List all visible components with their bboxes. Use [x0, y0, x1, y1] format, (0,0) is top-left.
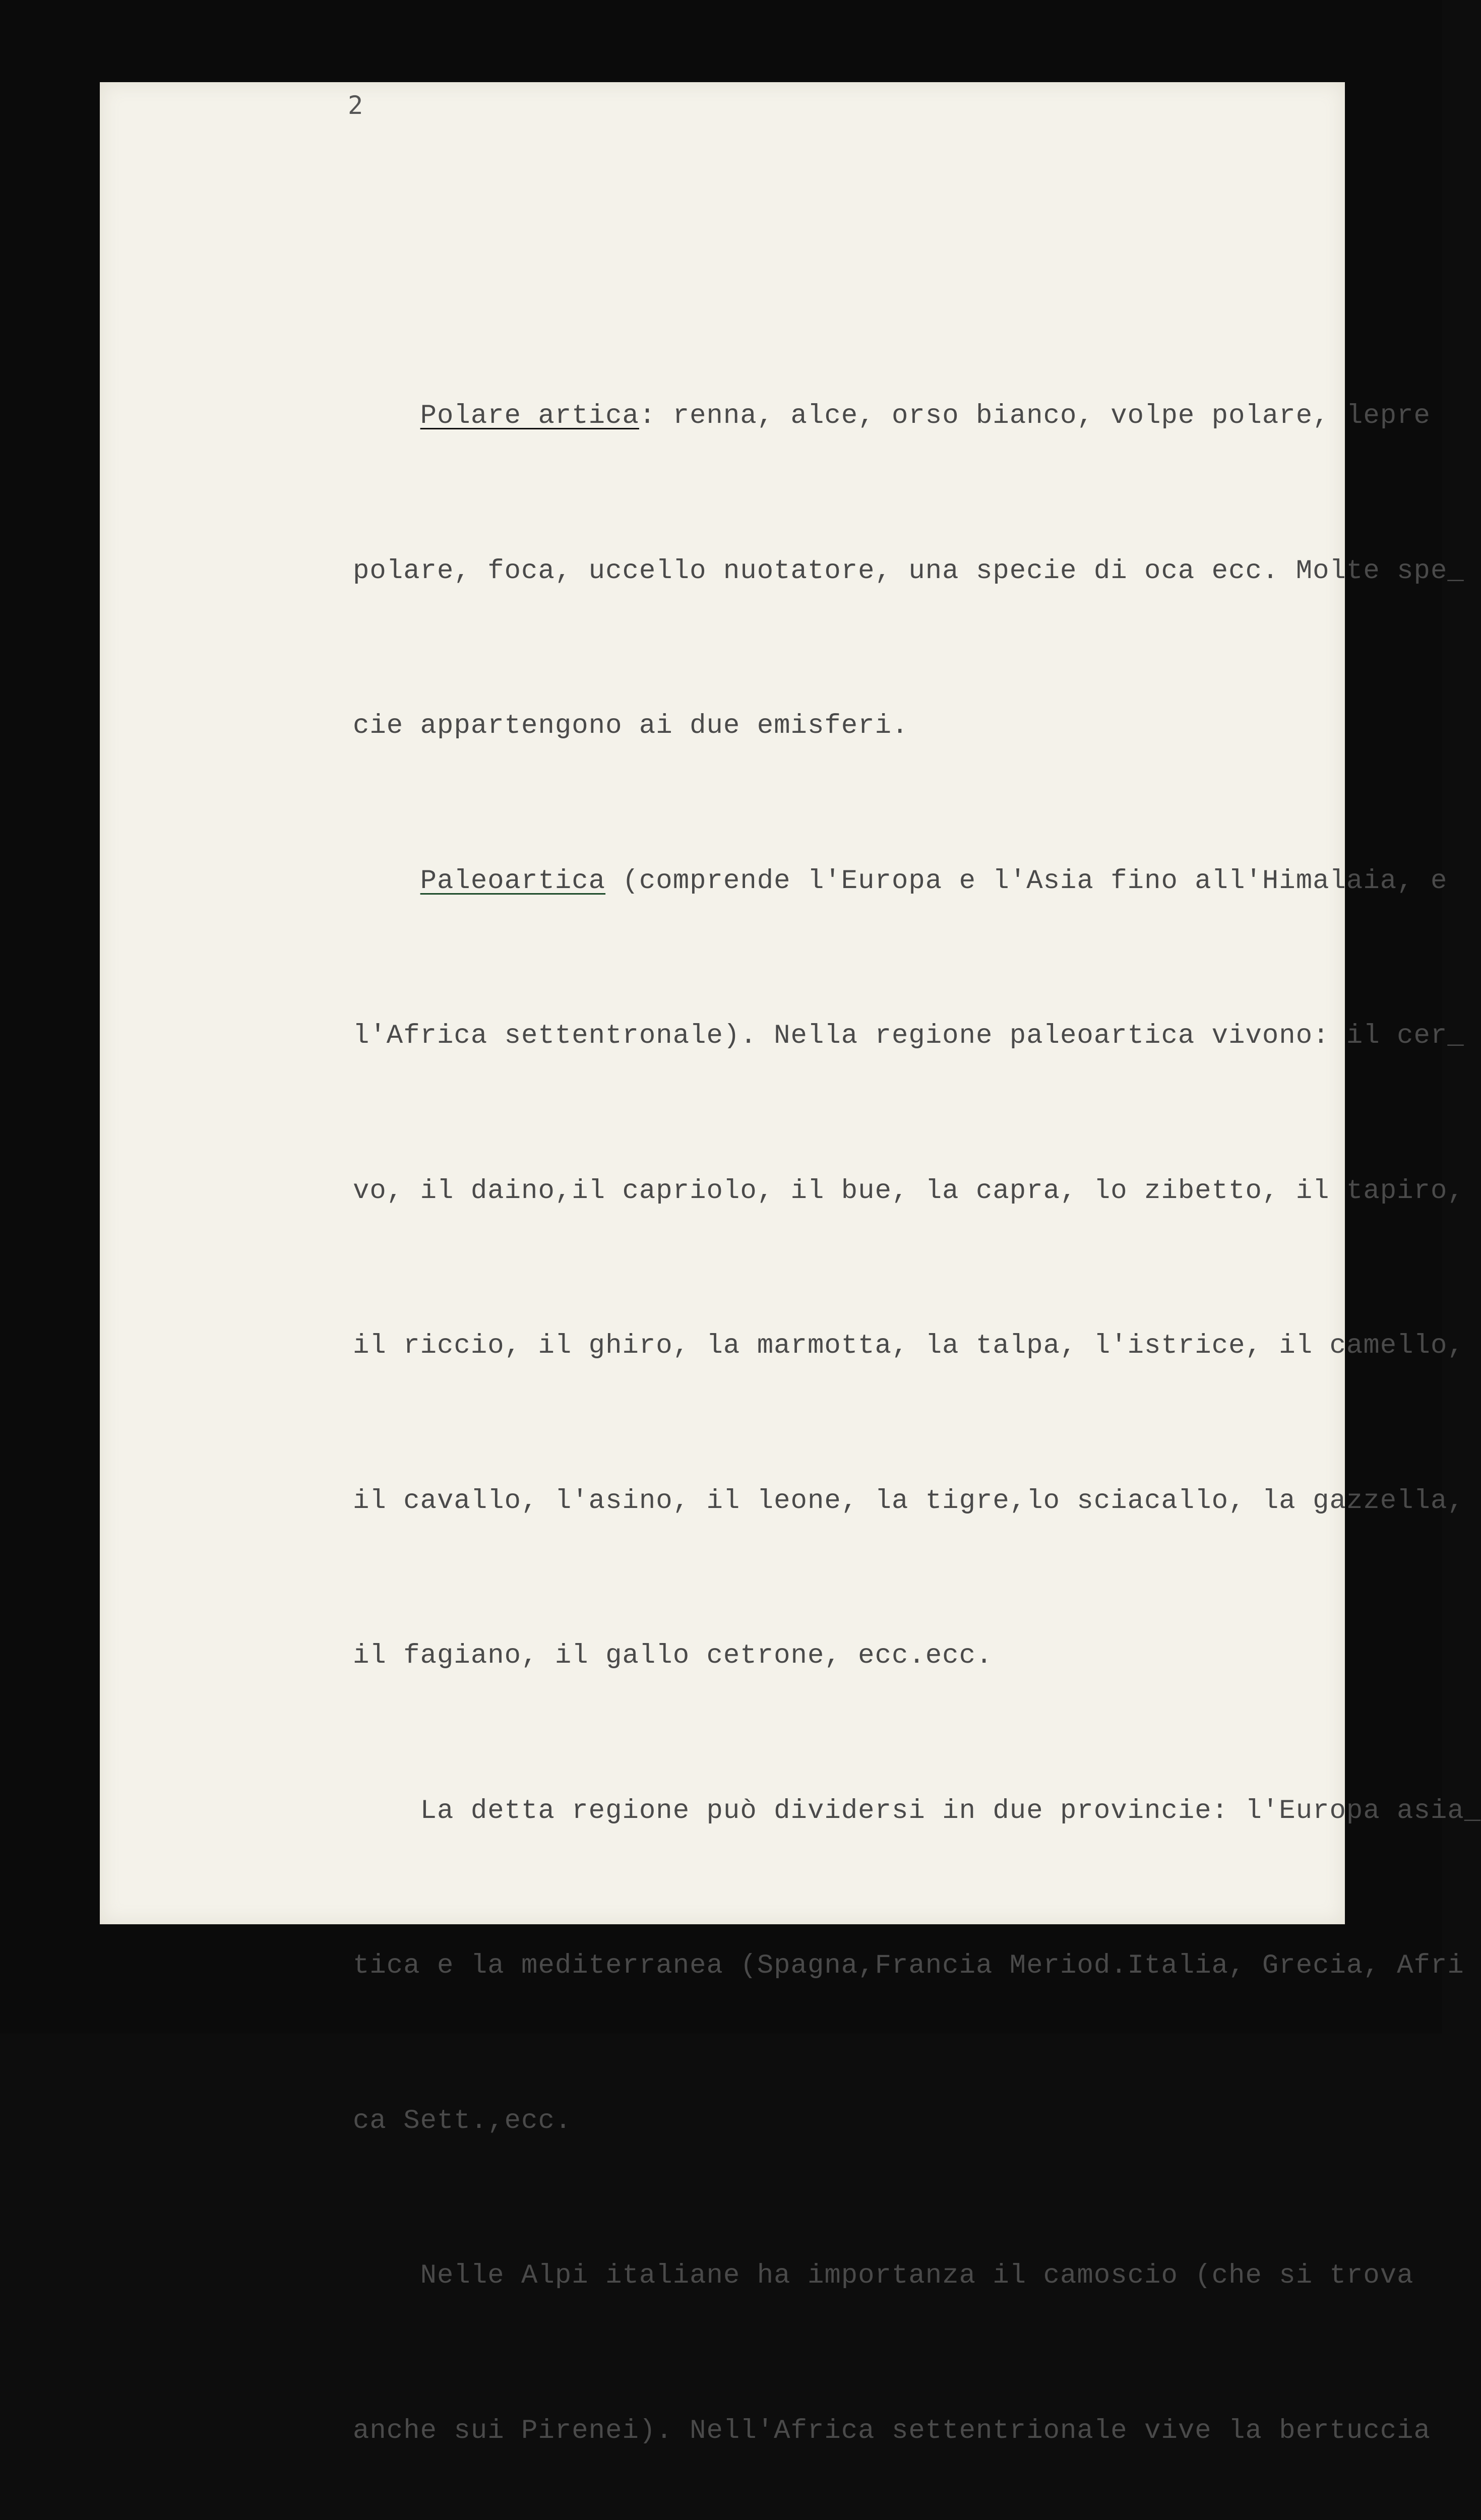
page-number: 2 [348, 91, 364, 120]
text-line: polare, foca, uccello nuotatore, una specie di oca ecc. Molte spe_ [353, 555, 1464, 587]
text-line: ca Sett.,ecc. [353, 2105, 572, 2136]
text-line: Polare artica: renna, alce, orso bianco, volpe polare, lepre [420, 401, 1431, 431]
text-line: cie appartengono ai due emisferi. [353, 711, 909, 741]
text-line: tica e la mediterranea (Spagna,Francia Meriod.Italia, Grecia, Afri [353, 1950, 1464, 1981]
text-line: anche sui Pirenei). Nell'Africa settentrionale vive la bertuccia [353, 2415, 1431, 2446]
text-line: vo, il daino,il capriolo, il bue, la capra, lo zibetto, il tapiro, [353, 1175, 1464, 1207]
text-line: il cavallo, l'asino, il leone, la tigre,lo sciacallo, la gazzella, [353, 1485, 1464, 1517]
section-heading-polare-artica: Polare artica [420, 401, 639, 431]
text-line: Nelle Alpi italiane ha importanza il camoscio (che si trova [420, 2260, 1414, 2291]
text-line: l'Africa settentronale). Nella regione paleoartica vivono: il cer_ [353, 1021, 1464, 1051]
section-heading-paleoartica: Paleoartica [420, 865, 606, 897]
text-line: il fagiano, il gallo cetrone, ecc.ecc. [353, 1641, 993, 1671]
typed-text-body [353, 287, 1481, 2520]
text-line: Paleoartica (comprende l'Europa e l'Asia fino all'Himalaia, e [420, 865, 1448, 897]
text-line: il riccio, il ghiro, la marmotta, la talpa, l'istrice, il camello, [353, 1331, 1464, 1361]
text-line: La detta regione può dividersi in due provincie: l'Europa asia_ [420, 1795, 1481, 1826]
